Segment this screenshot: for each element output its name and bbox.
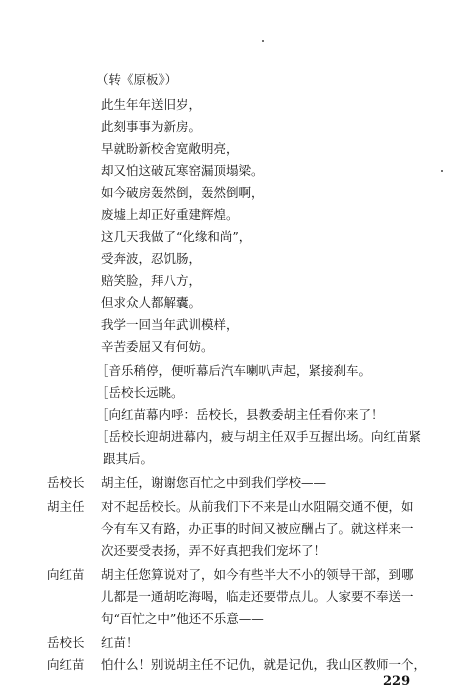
dialogue-line: 对不起岳校长。从前我们下不来是山水阻隔交通不便，如 [101,499,414,514]
verse-line: 早就盼新校舍宽敞明亮， [101,141,239,156]
stage-direction: ［岳校长远眺。 [96,385,184,400]
verse-line: 此刻事事为新房。 [101,119,202,134]
dialogue-line: 怕什么！别说胡主任不记仇，就是记仇，我山区教师一个， [101,657,427,672]
verse-line: 如今破房轰然倒，轰然倒啊， [101,185,264,200]
dialogue-line: 胡主任您算说对了，如今有些半大不小的领导干部，到哪 [101,567,414,582]
speaker-name: 向红苗 [47,567,85,582]
dialogue-line: 今有车又有路，办正事的时间又被应酬占了。就这样来一 [101,521,414,536]
verse-line: 此生年年送旧岁， [101,97,202,112]
dialogue-line: 儿都是一通胡吃海喝，临走还要带点儿。人家要不奉送一 [101,589,414,604]
speaker-name: 岳校长 [47,475,85,490]
speaker-name: 向红苗 [47,657,85,672]
verse-line: 我学一回当年武训模样， [101,317,239,332]
verse-line: 赔笑脸，拜八方， [101,273,202,288]
verse-line: 废墟上却正好重建辉煌。 [101,207,239,222]
song-heading: （转《原板》） [96,72,178,87]
stage-direction-continued: 跟其后。 [103,451,154,466]
verse-line: 却又怕这破瓦寒窑漏顶塌梁。 [101,163,264,178]
speaker-name: 岳校长 [47,635,85,650]
stage-direction: ［岳校长迎胡进幕内，疲与胡主任双手互握出场。向红苗紧 [96,429,422,444]
stage-direction: ［向红苗幕内呼：岳校长，县教委胡主任看你来了！ [96,407,384,422]
verse-line: 辛苦委屈又有何妨。 [101,339,214,354]
scan-speck [441,170,443,172]
scan-speck [262,40,264,42]
speaker-name: 胡主任 [47,499,85,514]
verse-line: 但求众人都解囊。 [101,295,202,310]
dialogue-line: 次还要受表扬，弄不好真把我们宠坏了！ [101,543,327,558]
page-number: 229 [383,674,411,689]
dialogue-line: 句“百忙之中”他还不乐意—— [101,611,264,626]
dialogue-line: 红苗！ [101,635,139,650]
stage-direction: ［音乐稍停，便听幕后汽车喇叭声起，紧接刹车。 [96,363,372,378]
verse-line: 这几天我做了“化缘和尚”， [101,229,252,244]
verse-line: 受奔波，忍饥肠， [101,251,202,266]
dialogue-line: 胡主任，谢谢您百忙之中到我们学校—— [101,475,327,490]
